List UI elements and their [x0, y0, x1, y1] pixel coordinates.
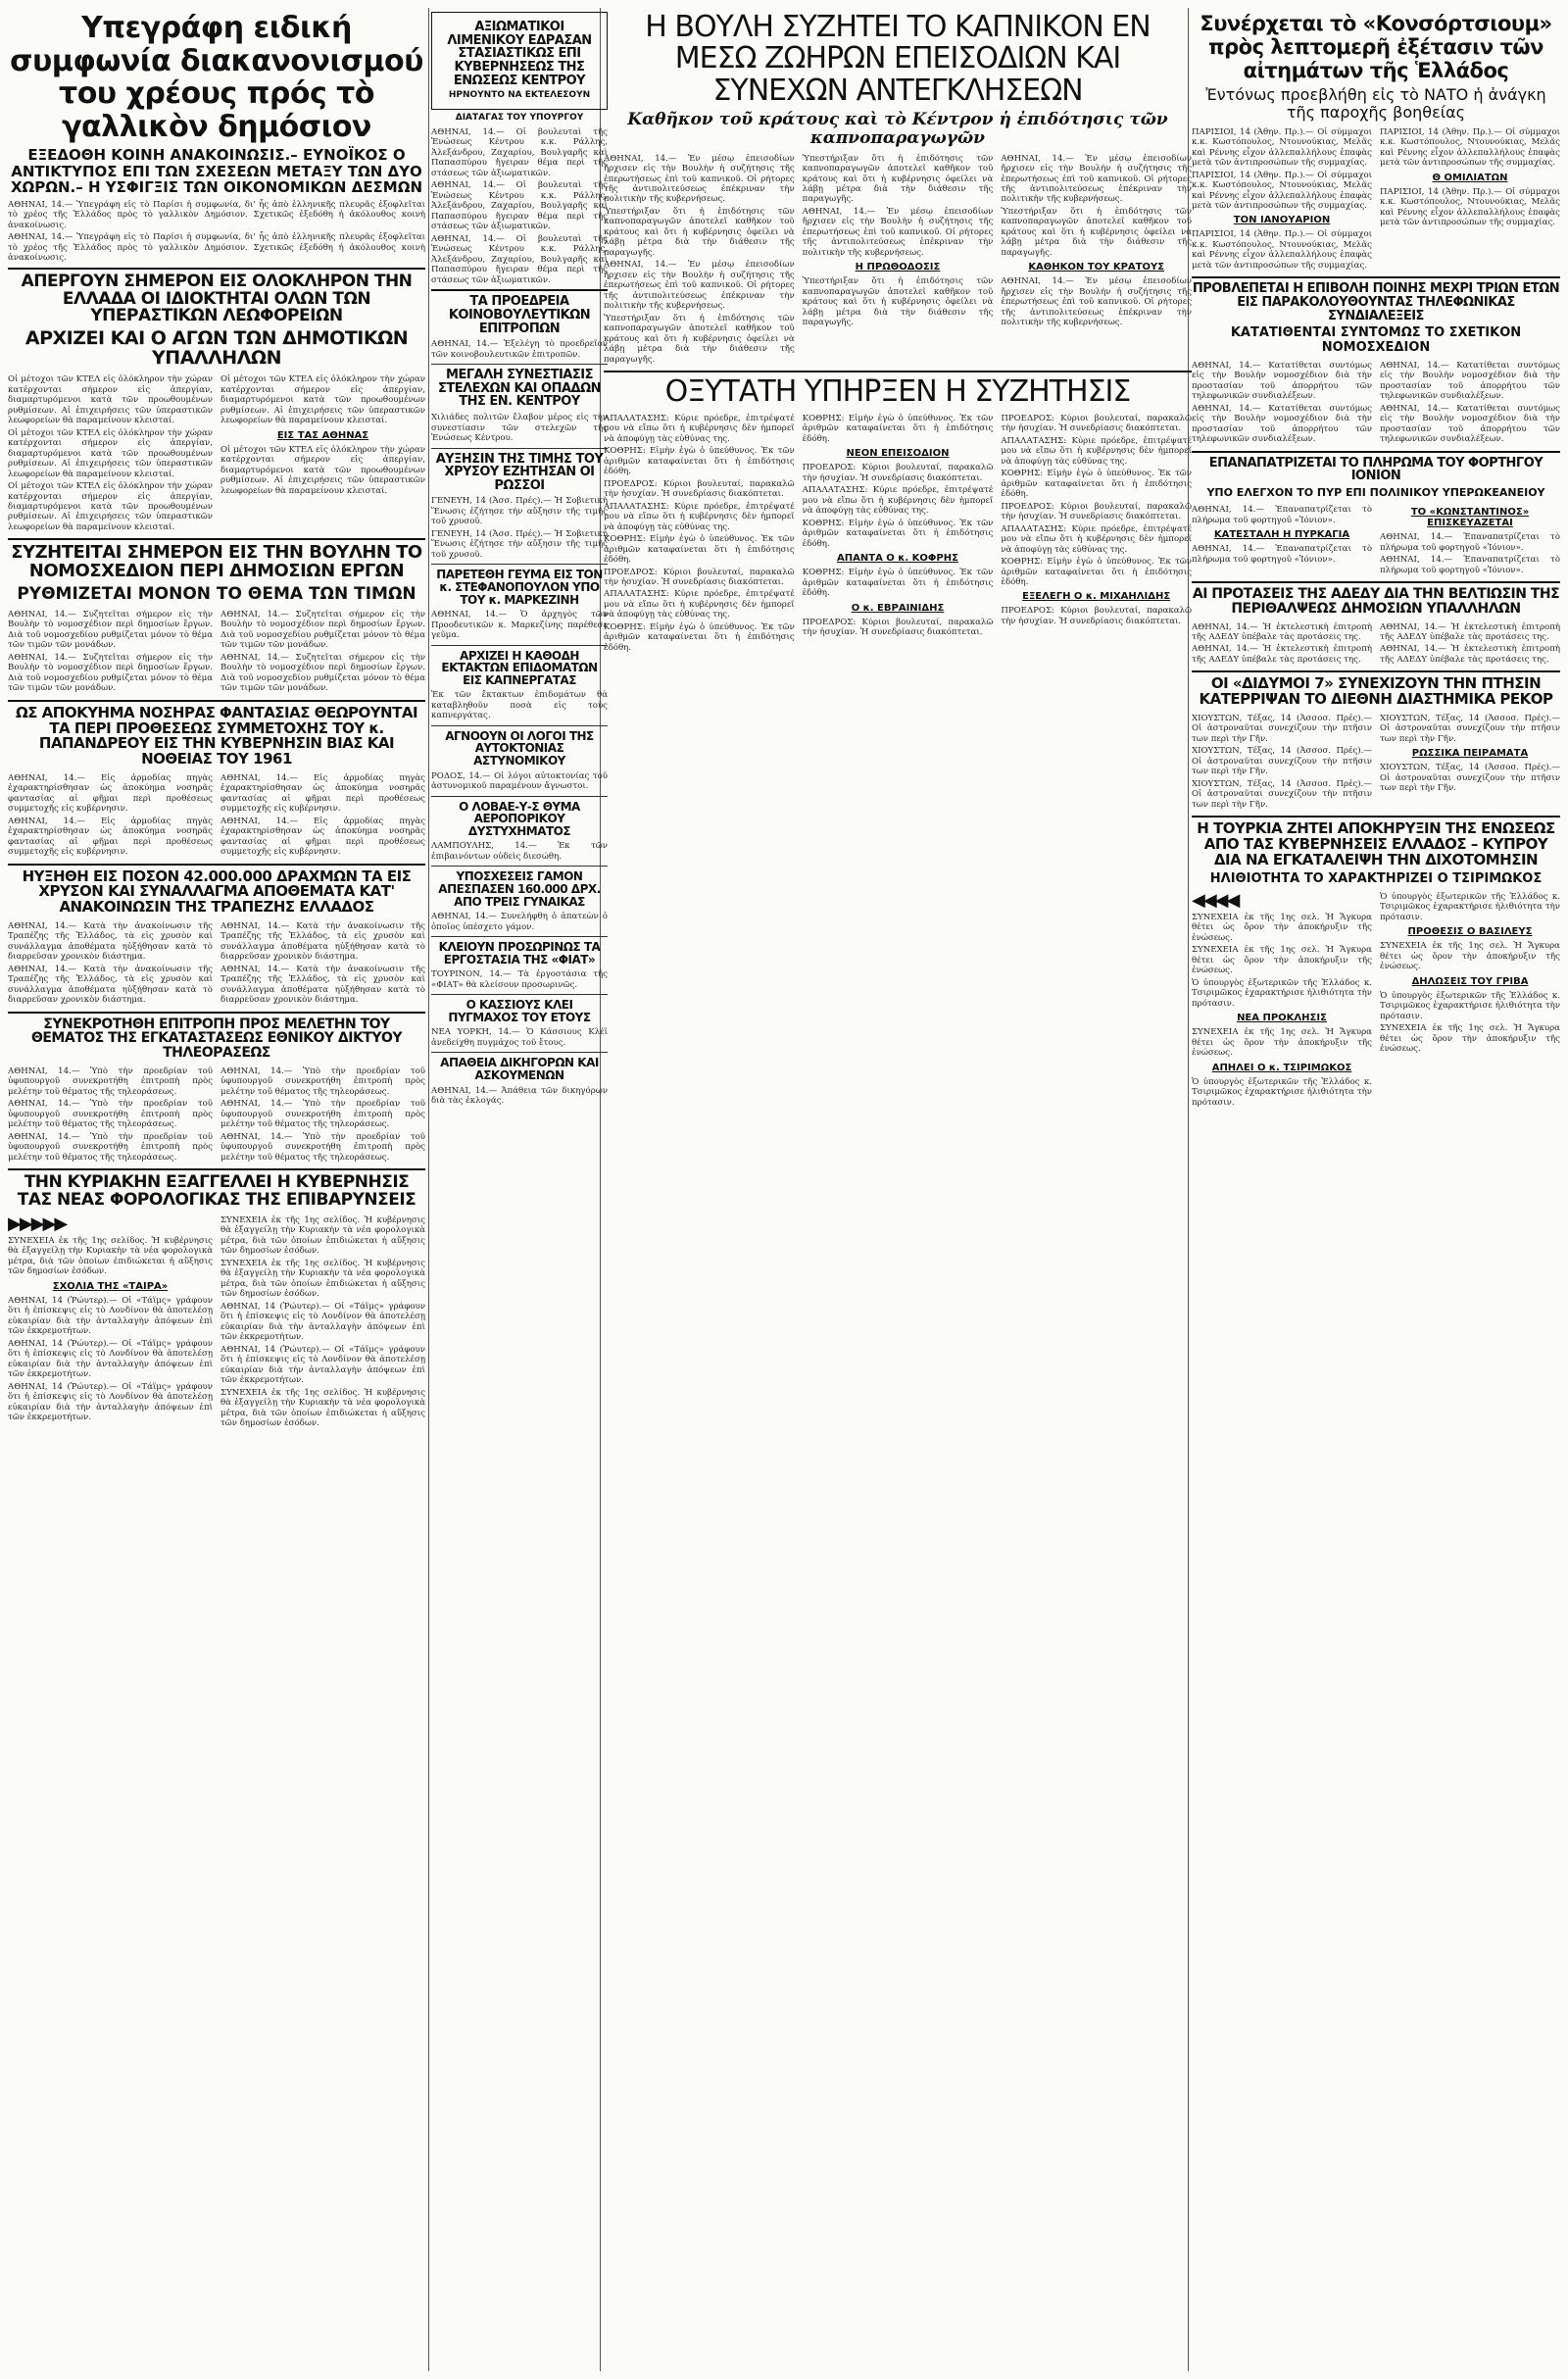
- article-body: ΠΡΟΕΔΡΟΣ: Κύριοι βουλευταί, παρακαλῶ τὴν ἡσυχίαν. Ἡ συνεδρίασις διακόπτεται.: [802, 463, 994, 483]
- article-body: ΠΑΡΙΣΙΟΙ, 14 (Ἀθην. Πρ.).— Οἱ σύμμαχοι κ.κ. Κωστόπουλος, Ντουνούκιας, Μελᾶς καὶ Ρέννης εἶχον ἀλλεπαλλήλους ἐπαφὰς μετὰ τῶν ἀντιπροσώπων τῆς συμμαχίας.: [1380, 126, 1560, 169]
- headline-papandreou: ΩΣ ΑΠΟΚΥΗΜΑ ΝΟΣΗΡΑΣ ΦΑΝΤΑΣΙΑΣ ΘΕΩΡΟΥΝΤΑΙ ΤΑ ΠΕΡΙ ΠΡΟΘΕΣΕΩΣ ΣΥΜΜΕΤΟΧΗΣ ΤΟΥ κ. ΠΑΠΑΝΔΡΕΟΥ ΕΙΣ ΤΗΝ ΚΥΒΕΡΝΗΣΙΝ ΒΙΑΣ ΚΑΙ ΝΟΘΕΙΑΣ ΤΟΥ 1961: [15, 703, 418, 768]
- headline-phone-tapping: ΠΡΟΒΛΕΠΕΤΑΙ Η ΕΠΙΒΟΛΗ ΠΟΙΝΗΣ ΜΕΧΡΙ ΤΡΙΩΝ ΕΤΩΝ ΕΙΣ ΠΑΡΑΚΟΛΟΥΘΟΥΝΤΑΣ ΤΗΛΕΦΩΝΙΚΑΣ ΣΥΝΔΙΑΛΕΞΕΙΣ: [1192, 281, 1560, 323]
- article-body: ΑΘΗΝΑΙ, 14.— Συζητεῖται σήμερον εἰς τὴν Βουλὴν τὸ νομοσχέδιον περὶ δημοσίων ἔργων. Διὰ τοῦ νομοσχεδίου ρυθμίζεται μόνον τὸ θέμα τῶν τιμῶν τῶν μονάδων.: [8, 652, 213, 694]
- article-body: ΠΡΟΕΔΡΟΣ: Κύριοι βουλευταί, παρακαλῶ τὴν ἡσυχίαν. Ἡ συνεδρίασις διακόπτεται.: [802, 617, 994, 637]
- article-body: ΑΘΗΝΑΙ, 14.— Ἀπάθεια τῶν δικηγόρων διὰ τὰς ἐκλογάς.: [431, 1085, 608, 1107]
- article-body: ΠΡΟΕΔΡΟΣ: Κύριοι βουλευταί, παρακαλῶ τὴν ἡσυχίαν. Ἡ συνεδρίασις διακόπτεται.: [1001, 606, 1192, 626]
- article-body: Ὁ ὑπουργὸς ἐξωτερικῶν τῆς Ἑλλάδος κ. Τσιριμῶκος ἐχαρακτήρισε ἡλιθιότητα τὴν πρότασιν.: [1192, 977, 1372, 1009]
- article-body: ΠΑΡΙΣΙΟΙ, 14 (Ἀθην. Πρ.).— Οἱ σύμμαχοι κ.κ. Κωστόπουλος, Ντουνούκιας, Μελᾶς καὶ Ρέννης εἶχον ἀλλεπαλλήλους ἐπαφὰς μετὰ τῶν ἀντιπροσώπων τῆς συμμαχίας.: [1192, 229, 1372, 271]
- article-body: ΑΠΑΛΑΤΑΣΗΣ: Κύριε πρόεδρε, ἐπιτρέψατέ μου νὰ εἴπω ὅτι ἡ κυβέρνησις δὲν ἠμπορεῖ νὰ ἀποφύγῃ τὰς εὐθύνας της.: [604, 589, 795, 620]
- article-body: ΑΘΗΝΑΙ, 14.— Ἡ ἐκτελεστικὴ ἐπιτροπὴ τῆς ΑΔΕΔΥ ὑπέβαλε τὰς προτάσεις της.: [1380, 644, 1560, 665]
- article-body: ΧΙΟΥΣΤΩΝ, Τέξας, 14 (Ἀσσοσ. Πρές).— Οἱ ἀστροναῦται συνεχίζουν τὴν πτῆσιν των περὶ τὴν Γῆν.: [1192, 746, 1372, 777]
- article-body: Ὑπεστήριξαν ὅτι ἡ ἐπιδότησις τῶν καπνοπαραγωγῶν ἀποτελεῖ καθῆκον τοῦ κράτους καὶ ὅτι ἡ κυβέρνησις ὀφείλει νὰ λάβῃ μέτρα διὰ τὴν διάθεσιν τῆς παραγωγῆς.: [604, 313, 795, 365]
- article-body: ΑΘΗΝΑΙ, 14.— Συζητεῖται σήμερον εἰς τὴν Βουλὴν τὸ νομοσχέδιον περὶ δημοσίων ἔργων. Διὰ τοῦ νομοσχεδίου ρυθμίζεται μόνον τὸ θέμα τῶν τιμῶν τῶν μονάδων.: [220, 652, 425, 694]
- article-body: ΝΕΑ ΥΟΡΚΗ, 14.— Ὁ Κάσσιους Κλέϊ ἀνεδείχθη πυγμάχος τοῦ ἔτους.: [431, 1027, 608, 1048]
- article-body: ΚΟΘΡΗΣ: Εἰμὴν ἐγὼ ὁ ὑπεύθυνος. Ἐκ τῶν ἀριθμῶν καταφαίνεται ὅτι ἡ ἐπιδότησις ἐδόθη.: [802, 568, 994, 599]
- headline-suicide: ΑΓΝΟΟΥΝ ΟΙ ΛΟΓΟΙ ΤΗΣ ΑΥΤΟΚΤΟΝΙΑΣ ΑΣΤΥΝΟΜΙΚΟΥ: [445, 728, 594, 768]
- article-body: ΚΟΘΡΗΣ: Εἰμὴν ἐγὼ ὁ ὑπεύθυνος. Ἐκ τῶν ἀριθμῶν καταφαίνεται ὅτι ἡ ἐπιδότησις ἐδόθη.: [1001, 469, 1192, 500]
- headline-committees: ΤΑ ΠΡΟΕΔΡΕΙΑ ΚΟΙΝΟΒΟΥΛΕΥΤΙΚΩΝ ΕΠΙΤΡΟΠΩΝ: [448, 294, 591, 336]
- section-subhead: ΤΟ «ΚΩΝΣΤΑΝΤΙΝΟΣ» ΕΠΙΣΚΕΥΑΖΕΤΑΙ: [1410, 507, 1530, 529]
- article-body: ΚΟΘΡΗΣ: Εἰμὴν ἐγὼ ὁ ὑπεύθυνος. Ἐκ τῶν ἀριθμῶν καταφαίνεται ὅτι ἡ ἐπιδότησις ἐδόθη.: [802, 413, 994, 444]
- article-body: Ὁ ὑπουργὸς ἐξωτερικῶν τῆς Ἑλλάδος κ. Τσιριμῶκος ἐχαρακτήρισε ἡλιθιότητα τὴν πρότασιν.: [1380, 891, 1560, 922]
- article-body: ΑΘΗΝΑΙ, 14.— Ἡ ἐκτελεστικὴ ἐπιτροπὴ τῆς ΑΔΕΔΥ ὑπέβαλε τὰς προτάσεις της.: [1380, 621, 1560, 642]
- article-body: ΑΘΗΝΑΙ, 14.— Ὑπὸ τὴν προεδρίαν τοῦ ὑφυπουργοῦ συνεκροτήθη ἐπιτροπὴ πρὸς μελέτην τοῦ θέματος τῆς τηλεοράσεως.: [8, 1131, 213, 1163]
- article-body: ΑΘΗΝΑΙ, 14.— Ὑπὸ τὴν προεδρίαν τοῦ ὑφυπουργοῦ συνεκροτήθη ἐπιτροπὴ πρὸς μελέτην τοῦ θέματος τῆς τηλεοράσεως.: [220, 1131, 425, 1163]
- divider: [1192, 451, 1560, 453]
- article-body: Οἱ μέτοχοι τῶν ΚΤΕΛ εἰς ὁλόκληρον τὴν χώραν κατέρχονται σήμερον εἰς ἀπεργίαν, διαμαρτυρόμενοι κατὰ τῶν προωθουμένων ρυθμίσεων. Αἱ ἐπιχειρήσεις τῶν ὑπεραστικῶν λεωφορείων θὰ παραμείνουν κλεισταί.: [8, 427, 213, 479]
- article-body: Ὁ ὑπουργὸς ἐξωτερικῶν τῆς Ἑλλάδος κ. Τσιριμῶκος ἐχαρακτήρισε ἡλιθιότητα τὴν πρότασιν.: [1380, 990, 1560, 1021]
- section-subhead: ΑΠΑΝΤΑ Ο κ. ΚΟΦΡΗΣ: [837, 553, 958, 565]
- article-body: ΠΑΡΙΣΙΟΙ, 14 (Ἀθην. Πρ.).— Οἱ σύμμαχοι κ.κ. Κωστόπουλος, Ντουνούκιας, Μελᾶς καὶ Ρέννης εἶχον ἀλλεπαλλήλους ἐπαφὰς μετὰ τῶν ἀντιπροσώπων τῆς συμμαχίας.: [1192, 170, 1372, 211]
- divider: [8, 864, 425, 866]
- arrows-ornament: ◀◀◀◀: [1192, 889, 1239, 911]
- article-body: ΑΘΗΝΑΙ, 14.— Ἐν μέσῳ ἐπεισοδίων ἤρχισεν εἰς τὴν Βουλὴν ἡ συζήτησις τῆς ἐπερωτήσεως ἐπὶ τοῦ καπνικοῦ. Οἱ ρήτορες τῆς ἀντιπολιτεύσεως ἐπέκριναν τὴν πολιτικὴν τῆς κυβερνήσεως.: [1001, 153, 1192, 205]
- subhead-tobacco: Καθῆκον τοῦ κράτους καὶ τὸ Κέντρον ἡ ἐπιδότησις τῶν καπνοπαραγωγῶν: [627, 110, 1168, 148]
- article-body: ΑΘΗΝΑΙ, 14.— Ὑπεγράφη εἰς τὸ Παρίσι ἡ συμφωνία, δι' ἧς ἀπὸ ἑλληνικῆς πλευρᾶς ἐξοφλεῖται τὸ χρέος τῆς Ἑλλάδος πρὸς τὸ γαλλικὸν Δημόσιον. Σχετικῶς ἐξεδόθη ἡ ἀκόλουθος κοινὴ ἀνακοίνωσις.: [8, 232, 425, 264]
- headline-turkey-cyprus: Η ΤΟΥΡΚΙΑ ΖΗΤΕΙ ΑΠΟΚΗΡΥΞΙΝ ΤΗΣ ΕΝΩΣΕΩΣ ΑΠΟ ΤΑΣ ΚΥΒΕΡΝΗΣΕΙΣ ΕΛΛΑΔΟΣ – ΚΥΠΡΟΥ ΔΙΑ ΝΑ ΕΓΚΑΤΑΛΕΙΨΗ ΤΗΝ ΔΙΧΟΤΟΜΗΣΙΝ: [1197, 819, 1555, 868]
- article-body: ΠΡΟΕΔΡΟΣ: Κύριοι βουλευταί, παρακαλῶ τὴν ἡσυχίαν. Ἡ συνεδρίασις διακόπτεται.: [1001, 413, 1192, 434]
- headline-gold-reserves: ΗΥΞΗΘΗ ΕΙΣ ΠΟΣΟΝ 42.000.000 ΔΡΑΧΜΩΝ ΤΑ ΕΙΣ ΧΡΥΣΟΝ ΚΑΙ ΣΥΝΑΛΛΑΓΜΑ ΑΠΟΘΕΜΑΤΑ ΚΑΤ' ΑΝΑΚΟΙΝΩΣΙΝ ΤΗΣ ΤΡΑΠΕΖΗΣ ΕΛΛΑΔΟΣ: [22, 867, 412, 917]
- headline-gold-price: ΑΥΞΗΣΙΝ ΤΗΣ ΤΙΜΗΣ ΤΟΥ ΧΡΥΣΟΥ ΕΖΗΤΗΣΑΝ ΟΙ ΡΩΣΣΟΙ: [435, 451, 604, 493]
- article-body: ΑΠΑΛΑΤΑΣΗΣ: Κύριε πρόεδρε, ἐπιτρέψατέ μου νὰ εἴπω ὅτι ἡ κυβέρνησις δὲν ἠμπορεῖ νὰ ἀποφύγῃ τὰς εὐθύνας της.: [1001, 523, 1192, 555]
- article-body: ΑΘΗΝΑΙ, 14.— Ἐπαναπατρίζεται τὸ πλήρωμα τοῦ φορτηγοῦ «Ἰόνιον».: [1192, 544, 1372, 565]
- article-body: ΑΘΗΝΑΙ, 14.— Κατὰ τὴν ἀνακοίνωσιν τῆς Τραπέζης τῆς Ἑλλάδος, τὰ εἰς χρυσὸν καὶ συνάλλαγμα ἀποθέματα ηὐξήθησαν κατὰ τὸ διαρρεῦσαν χρονικὸν διάστημα.: [8, 964, 213, 1006]
- column-3: [604, 8, 1192, 655]
- article-body: Ὑπεστήριξαν ὅτι ἡ ἐπιδότησις τῶν καπνοπαραγωγῶν ἀποτελεῖ καθῆκον τοῦ κράτους καὶ ὅτι ἡ κυβέρνησις ὀφείλει νὰ λάβῃ μέτρα διὰ τὴν διάθεσιν τῆς παραγωγῆς.: [1001, 206, 1192, 258]
- divider: [431, 364, 608, 365]
- article-body: ΑΘΗΝΑΙ, 14.— Κατατίθεται συντόμως εἰς τὴν Βουλὴν νομοσχέδιον διὰ τὴν προστασίαν τοῦ ἀπορρήτου τῶν τηλεφωνικῶν συνδιαλέξεων.: [1380, 403, 1560, 445]
- article-body: ΠΑΡΙΣΙΟΙ, 14 (Ἀθην. Πρ.).— Οἱ σύμμαχοι κ.κ. Κωστόπουλος, Ντουνούκιας, Μελᾶς καὶ Ρέννης εἶχον ἀλλεπαλλήλους ἐπαφὰς μετὰ τῶν ἀντιπροσώπων τῆς συμμαχίας.: [1192, 126, 1372, 169]
- section-subhead: ΔΗΛΩΣΕΙΣ ΤΟΥ ΓΡΙΒΑ: [1411, 975, 1529, 987]
- headline-municipal-employees: ΑΡΧΙΖΕΙ ΚΑΙ Ο ΑΓΩΝ ΤΩΝ ΔΗΜΟΤΙΚΩΝ ΥΠΑΛΛΗΛΩΝ: [24, 327, 409, 370]
- divider: [8, 1012, 425, 1014]
- article-body: ΑΘΗΝΑΙ, 14.— Ὑπὸ τὴν προεδρίαν τοῦ ὑφυπουργοῦ συνεκροτήθη ἐπιτροπὴ πρὸς μελέτην τοῦ θέματος τῆς τηλεοράσεως.: [220, 1099, 425, 1130]
- headline-gemini-7: ΟΙ «ΔΙΔΥΜΟΙ 7» ΣΥΝΕΧΙΖΟΥΝ ΤΗΝ ΠΤΗΣΙΝ ΚΑΤΕΡΡΙΨΑΝ ΤΟ ΔΙΕΘΝΗ ΔΙΑΣΤΗΜΙΚΑ ΡΕΚΟΡ: [1199, 674, 1553, 709]
- article-body: Ἐκ τῶν ἔκτακτων ἐπιδομάτων θὰ καταβληθοῦν ποσὰ εἰς τοὺς καπνεργάτας.: [431, 690, 608, 721]
- divider: [1192, 670, 1560, 672]
- headline-boxer: Ο ΚΑΣΣΙΟΥΣ ΚΛΕΙ ΠΥΓΜΑΧΟΣ ΤΟΥ ΕΤΟΥΣ: [448, 998, 591, 1024]
- article-body: Οἱ μέτοχοι τῶν ΚΤΕΛ εἰς ὁλόκληρον τὴν χώραν κατέρχονται σήμερον εἰς ἀπεργίαν, διαμαρτυρόμενοι κατὰ τῶν προωθουμένων ρυθμίσεων. Αἱ ἐπιχειρήσεις τῶν ὑπεραστικῶν λεωφορείων θὰ παραμείνουν κλεισταί.: [220, 444, 425, 496]
- section-subhead: ΚΑΤΕΣΤΑΛΗ Η ΠΥΡΚΑΓΙΑ: [1213, 529, 1350, 541]
- divider: [8, 268, 425, 270]
- divider: [431, 796, 608, 797]
- section-subhead: ΡΩΣΣΙΚΑ ΠΕΙΡΑΜΑΤΑ: [1411, 748, 1529, 760]
- article-body: Οἱ μέτοχοι τῶν ΚΤΕΛ εἰς ὁλόκληρον τὴν χώραν κατέρχονται σήμερον εἰς ἀπεργίαν, διαμαρτυρόμενοι κατὰ τῶν προωθουμένων ρυθμίσεων. Αἱ ἐπιχειρήσεις τῶν ὑπεραστικῶν λεωφορείων θὰ παραμείνουν κλεισταί.: [8, 481, 213, 532]
- article-body: ΓΕΝΕΥΗ, 14 (Ἀσσ. Πρές).— Ἡ Σοβιετικὴ Ἕνωσις ἐζήτησε τὴν αὔξησιν τῆς τιμῆς τοῦ χρυσοῦ.: [431, 496, 608, 527]
- article-body: ΑΘΗΝΑΙ, 14.— Συζητεῖται σήμερον εἰς τὴν Βουλὴν τὸ νομοσχέδιον περὶ δημοσίων ἔργων. Διὰ τοῦ νομοσχεδίου ρυθμίζεται μόνον τὸ θέμα τῶν τιμῶν τῶν μονάδων.: [220, 609, 425, 651]
- article-body: ΣΥΝΕΧΕΙΑ ἐκ τῆς 1ης σελ. Ἡ Ἄγκυρα θέτει ὡς ὅρον τὴν ἀποκήρυξιν τῆς ἑνώσεως.: [1380, 1023, 1560, 1055]
- article-body: ΧΙΟΥΣΤΩΝ, Τέξας, 14 (Ἀσσοσ. Πρές).— Οἱ ἀστροναῦται συνεχίζουν τὴν πτῆσιν των περὶ τὴν Γῆν.: [1380, 763, 1560, 794]
- divider: [1192, 276, 1560, 278]
- article-body: Ὑπεστήριξαν ὅτι ἡ ἐπιδότησις τῶν καπνοπαραγωγῶν ἀποτελεῖ καθῆκον τοῦ κράτους καὶ ὅτι ἡ κυβέρνησις ὀφείλει νὰ λάβῃ μέτρα διὰ τὴν διάθεσιν τῆς παραγωγῆς.: [802, 276, 994, 328]
- divider: [431, 866, 608, 867]
- article-body: ΑΘΗΝΑΙ, 14.— Ὑπὸ τὴν προεδρίαν τοῦ ὑφυπουργοῦ συνεκροτήθη ἐπιτροπὴ πρὸς μελέτην τοῦ θέματος τῆς τηλεοράσεως.: [220, 1066, 425, 1097]
- article-body: ΑΘΗΝΑΙ, 14.— Εἰς ἀρμοδίας πηγὰς ἐχαρακτηρίσθησαν ὡς ἀποκύημα νοσηρᾶς φαντασίας αἱ φῆμαι περὶ προθέσεως συμμετοχῆς εἰς κυβέρνησιν.: [8, 816, 213, 858]
- article-body: ΑΘΗΝΑΙ, 14 (Ῥώυτερ).— Οἱ «Τάϊμς» γράφουν ὅτι ἡ ἐπίσκεψις εἰς τὸ Λονδίνον θὰ ἀποτελέσῃ εὐκαιρίαν διὰ τὴν ἀνταλλαγὴν ἀπόψεων ἐπὶ τῶν ἐκκρεμοτήτων.: [220, 1344, 425, 1386]
- headline-tobacco-debate: Η ΒΟΥΛΗ ΣΥΖΗΤΕΙ ΤΟ ΚΑΠΝΙΚΟΝ ΕΝ ΜΕΣΩ ΖΩΗΡΩΝ ΕΠΕΙΣΟΔΙΩΝ ΚΑΙ ΣΥΝΕΧΩΝ ΑΝΤΕΓΚΛΗΣΕΩΝ: [645, 10, 1151, 108]
- divider: [1192, 581, 1560, 583]
- section-subhead: ΝΕΟΝ ΕΠΕΙΣΟΔΙΟΝ: [846, 448, 950, 460]
- article-body: ΑΘΗΝΑΙ, 14.— Ἐξελέγη τὸ προεδρεῖον τῶν κοινοβουλευτικῶν ἐπιτροπῶν.: [431, 339, 608, 360]
- article-body: ΑΘΗΝΑΙ, 14.— Ἐπαναπατρίζεται τὸ πλήρωμα τοῦ φορτηγοῦ «Ἰόνιον».: [1380, 532, 1560, 553]
- article-body: ΑΘΗΝΑΙ, 14 (Ῥώυτερ).— Οἱ «Τάϊμς» γράφουν ὅτι ἡ ἐπίσκεψις εἰς τὸ Λονδίνον θὰ ἀποτελέσῃ εὐκαιρίαν διὰ τὴν ἀνταλλαγὴν ἀπόψεων ἐπὶ τῶν ἐκκρεμοτήτων.: [220, 1301, 425, 1343]
- headline-public-works-bill: ΣΥΖΗΤΕΙΤΑΙ ΣΗΜΕΡΟΝ ΕΙΣ ΤΗΝ ΒΟΥΛΗΝ ΤΟ ΝΟΜΟΣΧΕΔΙΟΝ ΠΕΡΙ ΔΗΜΟΣΙΩΝ ΕΡΓΩΝ: [11, 542, 422, 582]
- article-body: ΚΟΘΡΗΣ: Εἰμὴν ἐγὼ ὁ ὑπεύθυνος. Ἐκ τῶν ἀριθμῶν καταφαίνεται ὅτι ἡ ἐπιδότησις ἐδόθη.: [1001, 557, 1192, 587]
- subhead-fire: ΥΠΟ ΕΛΕΓΧΟΝ ΤΟ ΠΥΡ ΕΠΙ ΠΟΛΙΝΙΚΟΥ ΥΠΕΡΩΚΕΑΝΕΙΟΥ: [1206, 486, 1545, 500]
- article-body: ΑΘΗΝΑΙ, 14.— Ὑπὸ τὴν προεδρίαν τοῦ ὑφυπουργοῦ συνεκροτήθη ἐπιτροπὴ πρὸς μελέτην τοῦ θέματος τῆς τηλεοράσεως.: [8, 1099, 213, 1130]
- article-body: ΣΥΝΕΧΕΙΑ ἐκ τῆς 1ης σελίδος. Ἡ κυβέρνησις θὰ ἐξαγγείλῃ τὴν Κυριακὴν τὰ νέα φορολογικὰ μέτρα, διὰ τῶν ὁποίων ἐπιδιώκεται ἡ αὔξησις τῶν δημοσίων ἐσόδων.: [220, 1258, 425, 1300]
- headline-television: ΣΥΝΕΚΡΟΤΗΘΗ ΕΠΙΤΡΟΠΗ ΠΡΟΣ ΜΕΛΕΤΗΝ ΤΟΥ ΘΕΜΑΤΟΣ ΤΗΣ ΕΓΚΑΤΑΣΤΑΣΕΩΣ ΕΘΝΙΚΟΥ ΔΙΚΤΥΟΥ ΤΗΛΕΟΡΑΣΕΩΣ: [30, 1016, 403, 1062]
- article-body: Ὑπεστήριξαν ὅτι ἡ ἐπιδότησις τῶν καπνοπαραγωγῶν ἀποτελεῖ καθῆκον τοῦ κράτους καὶ ὅτι ἡ κυβέρνησις ὀφείλει νὰ λάβῃ μέτρα διὰ τὴν διάθεσιν τῆς παραγωγῆς.: [604, 206, 795, 258]
- headline-lawyers: ΑΠΑΘΕΙΑ ΔΙΚΗΓΟΡΩΝ ΚΑΙ ΑΣΚΟΥΜΕΝΩΝ: [440, 1056, 599, 1082]
- article-body: ΑΘΗΝΑΙ, 14.— Κατὰ τὴν ἀνακοίνωσιν τῆς Τραπέζης τῆς Ἑλλάδος, τὰ εἰς χρυσὸν καὶ συνάλλαγμα ἀποθέματα ηὐξήθησαν κατὰ τὸ διαρρεῦσαν χρονικὸν διάστημα.: [220, 964, 425, 1006]
- article-body: Ὁ ὑπουργὸς ἐξωτερικῶν τῆς Ἑλλάδος κ. Τσιριμῶκος ἐχαρακτήρισε ἡλιθιότητα τὴν πρότασιν.: [1192, 1076, 1372, 1108]
- divider: [431, 1052, 608, 1053]
- article-body: ΑΘΗΝΑΙ, 14.— Ἐπαναπατρίζεται τὸ πλήρωμα τοῦ φορτηγοῦ «Ἰόνιον».: [1380, 555, 1560, 575]
- subhead: ΗΡΝΟΥΝΤΟ ΝΑ ΕΚΤΕΛΕΣΟΥΝ: [448, 90, 591, 101]
- article-body: ΠΡΟΕΔΡΟΣ: Κύριοι βουλευταί, παρακαλῶ τὴν ἡσυχίαν. Ἡ συνεδρίασις διακόπτεται.: [1001, 501, 1192, 522]
- article-body: ΠΡΟΕΔΡΟΣ: Κύριοι βουλευταί, παρακαλῶ τὴν ἡσυχίαν. Ἡ συνεδρίασις διακόπτεται.: [604, 478, 795, 500]
- headline-ionion-crew: ΕΠΑΝΑΠΑΤΡΙΖΕΤΑΙ ΤΟ ΠΛΗΡΩΜΑ ΤΟΥ ΦΟΡΤΗΓΟΥ ΙΟΝΙΟΝ: [1208, 455, 1544, 484]
- article-body: ΑΘΗΝΑΙ, 14.— Ἐν μέσῳ ἐπεισοδίων ἤρχισεν εἰς τὴν Βουλὴν ἡ συζήτησις τῆς ἐπερωτήσεως ἐπὶ τοῦ καπνικοῦ. Οἱ ρήτορες τῆς ἀντιπολιτεύσεως ἐπέκριναν τὴν πολιτικὴν τῆς κυβερνήσεως.: [802, 206, 994, 258]
- column-4: [1192, 8, 1560, 1110]
- article-body: ΠΑΡΙΣΙΟΙ, 14 (Ἀθην. Πρ.).— Οἱ σύμμαχοι κ.κ. Κωστόπουλος, Ντουνούκιας, Μελᾶς καὶ Ρέννης εἶχον ἀλλεπαλλήλους ἐπαφὰς μετὰ τῶν ἀντιπροσώπων τῆς συμμαχίας.: [1380, 186, 1560, 227]
- divider: [431, 564, 608, 565]
- article-body: ΣΥΝΕΧΕΙΑ ἐκ τῆς 1ης σελίδος. Ἡ κυβέρνησις θὰ ἐξαγγείλῃ τὴν Κυριακὴν τὰ νέα φορολογικὰ μέτρα, διὰ τῶν ὁποίων ἐπιδιώκεται ἡ αὔξησις τῶν δημοσίων ἐσόδων.: [220, 1387, 425, 1429]
- headline-tax-measures: ΤΗΝ ΚΥΡΙΑΚΗΝ ΕΞΑΓΓΕΛΛΕΙ Η ΚΥΒΕΡΝΗΣΙΣ ΤΑΣ ΝΕΑΣ ΦΟΡΟΛΟΓΙΚΑΣ ΤΗΣ ΕΠΙΒΑΡΥΝΣΕΙΣ: [17, 1172, 416, 1211]
- article-body: ΚΟΘΡΗΣ: Εἰμὴν ἐγὼ ὁ ὑπεύθυνος. Ἐκ τῶν ἀριθμῶν καταφαίνεται ὅτι ἡ ἐπιδότησις ἐδόθη.: [604, 446, 795, 477]
- section-subhead: ΑΠΗΛΕΙ Ο κ. ΤΣΙΡΙΜΩΚΟΣ: [1211, 1062, 1352, 1073]
- article-body: ΑΘΗΝΑΙ, 14.— Ὑπεγράφη εἰς τὸ Παρίσι ἡ συμφωνία, δι' ἧς ἀπὸ ἑλληνικῆς πλευρᾶς ἐξοφλεῖται τὸ χρέος τῆς Ἑλλάδος πρὸς τὸ γαλλικὸν Δημόσιον. Σχετικῶς ἐξεδόθη ἡ ἀκόλουθος κοινὴ ἀνακοίνωσις.: [8, 199, 425, 230]
- headline-box: [431, 12, 608, 110]
- section-subhead: ΤΟΝ ΙΑΝΟΥΑΡΙΟΝ: [1233, 215, 1331, 226]
- article-body: ΣΥΝΕΧΕΙΑ ἐκ τῆς 1ης σελίδος. Ἡ κυβέρνησις θὰ ἐξαγγείλῃ τὴν Κυριακὴν τὰ νέα φορολογικὰ μέτρα, διὰ τῶν ὁποίων ἐπιδιώκεται ἡ αὔξησις τῶν δημοσίων ἐσόδων.: [220, 1214, 425, 1257]
- headline-dinner: ΜΕΓΑΛΗ ΣΥΝΕΣΤΙΑΣΙΣ ΣΤΕΛΕΧΩΝ ΚΑΙ ΟΠΑΔΩΝ ΤΗΣ ΕΝ. ΚΕΝΤΡΟΥ: [437, 368, 602, 410]
- article-body: ΑΘΗΝΑΙ, 14.— Εἰς ἀρμοδίας πηγὰς ἐχαρακτηρίσθησαν ὡς ἀποκύημα νοσηρᾶς φαντασίας αἱ φῆμαι περὶ προθέσεως συμμετοχῆς εἰς κυβέρνησιν.: [220, 816, 425, 858]
- arrows-ornament: ▶▶▶▶▶: [8, 1213, 67, 1234]
- divider: [604, 371, 1192, 372]
- article-body: ΑΠΑΛΑΤΑΣΗΣ: Κύριε πρόεδρε, ἐπιτρέψατέ μου νὰ εἴπω ὅτι ἡ κυβέρνησις δὲν ἠμπορεῖ νὰ ἀποφύγῃ τὰς εὐθύνας της.: [604, 413, 795, 444]
- subhead-prices: ΡΥΘΜΙΖΕΤΑΙ ΜΟΝΟΝ ΤΟ ΘΕΜΑ ΤΩΝ ΤΙΜΩΝ: [17, 584, 416, 605]
- headline-allowances: ΑΡΧΙΖΕΙ Η ΚΑΘΟΔΗ ΕΚΤΑΚΤΩΝ ΕΠΙΔΟΜΑΤΩΝ ΕΙΣ ΚΑΠΝΕΡΓΑΤΑΣ: [441, 648, 598, 687]
- article-body: Χιλιάδες πολιτῶν ἔλαβον μέρος εἰς τὴν συνεστίασιν τῶν στελεχῶν τῆς Ἐνώσεως Κέντρου.: [431, 413, 608, 444]
- section-subhead: Ο κ. ΕΒΡΑΙΝΙΔΗΣ: [851, 602, 945, 614]
- article-body: ΑΘΗΝΑΙ, 14.— Οἱ βουλευταὶ τῆς Ἐνώσεως Κέντρου κ.κ. Ράλλης, Ἀλεξάνδρου, Ζαχαρίου, Βουλγαρῆς καὶ Παπασπύρου ἤγειραν θέμα περὶ τῆς στάσεως τῶν ἀξιωματικῶν.: [431, 180, 608, 232]
- article-body: ΑΘΗΝΑΙ, 14.— Ἐν μέσῳ ἐπεισοδίων ἤρχισεν εἰς τὴν Βουλὴν ἡ συζήτησις τῆς ἐπερωτήσεως ἐπὶ τοῦ καπνικοῦ. Οἱ ρήτορες τῆς ἀντιπολιτεύσεως ἐπέκριναν τὴν πολιτικὴν τῆς κυβερνήσεως.: [604, 153, 795, 205]
- divider: [431, 448, 608, 449]
- headline-bus-strike: ΑΠΕΡΓΟΥΝ ΣΗΜΕΡΟΝ ΕΙΣ ΟΛΟΚΛΗΡΟΝ ΤΗΝ ΕΛΛΑΔΑ ΟΙ ΙΔΙΟΚΤΗΤΑΙ ΟΛΩΝ ΤΩΝ ΥΠΕΡΑΣΤΙΚΩΝ ΛΕΩΦΟΡΕΙΩΝ: [21, 271, 413, 326]
- subhead: ΔΙΑΤΑΓΑΣ ΤΟΥ ΥΠΟΥΡΓΟΥ: [455, 113, 584, 124]
- article-body: ΑΘΗΝΑΙ, 14 (Ῥώυτερ).— Οἱ «Τάϊμς» γράφουν ὅτι ἡ ἐπίσκεψις εἰς τὸ Λονδίνον θὰ ἀποτελέσῃ εὐκαιρίαν διὰ τὴν ἀνταλλαγὴν ἀπόψεων ἐπὶ τῶν ἐκκρεμοτήτων.: [8, 1381, 213, 1423]
- article-body: ΑΘΗΝΑΙ, 14.— Οἱ βουλευταὶ τῆς Ἐνώσεως Κέντρου κ.κ. Ράλλης, Ἀλεξάνδρου, Ζαχαρίου, Βουλγαρῆς καὶ Παπασπύρου ἤγειραν θέμα περὶ τῆς στάσεως τῶν ἀξιωματικῶν.: [431, 126, 608, 178]
- article-body: ΣΥΝΕΧΕΙΑ ἐκ τῆς 1ης σελ. Ἡ Ἄγκυρα θέτει ὡς ὅρον τὴν ἀποκήρυξιν τῆς ἑνώσεως.: [1380, 941, 1560, 972]
- article-body: ΛΑΜΠΟΥΛΗΣ, 14.— Ἐκ τῶν ἐπιβαινόντων οὐδεὶς διεσώθη.: [431, 841, 608, 862]
- headline-adedy: ΑΙ ΠΡΟΤΑΣΕΙΣ ΤΗΣ ΑΔΕΔΥ ΔΙΑ ΤΗΝ ΒΕΛΤΙΩΣΙΝ ΤΗΣ ΠΕΡΙΘΑΛΨΕΩΣ ΔΗΜΟΣΙΩΝ ΥΠΑΛΛΗΛΩΝ: [1192, 586, 1560, 617]
- article-body: ΑΘΗΝΑΙ, 14.— Οἱ βουλευταὶ τῆς Ἐνώσεως Κέντρου κ.κ. Ράλλης, Ἀλεξάνδρου, Ζαχαρίου, Βουλγαρῆς καὶ Παπασπύρου ἤγειραν θέμα περὶ τῆς στάσεως τῶν ἀξιωματικῶν.: [431, 233, 608, 285]
- article-body: ΑΘΗΝΑΙ, 14.— Κατατίθεται συντόμως εἰς τὴν Βουλὴν νομοσχέδιον διὰ τὴν προστασίαν τοῦ ἀπορρήτου τῶν τηλεφωνικῶν συνδιαλέξεων.: [1192, 403, 1372, 445]
- divider: [8, 700, 425, 702]
- article-body: ΡΟΔΟΣ, 14.— Οἱ λόγοι αὐτοκτονίας τοῦ ἀστυνομικοῦ παραμένουν ἄγνωστοι.: [431, 770, 608, 792]
- headline-lunch: ΠΑΡΕΤΕΘΗ ΓΕΥΜΑ ΕΙΣ ΤΟΝ κ. ΣΤΕΦΑΝΟΠΟΥΛΟΝ ΥΠΟ ΤΟΥ κ. ΜΑΡΚΕΖΙΝΗ: [436, 568, 603, 607]
- article-body: ΤΟΥΡΙΝΟΝ, 14.— Τὰ ἐργοστάσια τῆς «ΦΙΑΤ» θὰ κλείσουν προσωρινῶς.: [431, 969, 608, 990]
- article-body: ΣΥΝΕΧΕΙΑ ἐκ τῆς 1ης σελίδος. Ἡ κυβέρνησις θὰ ἐξαγγείλῃ τὴν Κυριακὴν τὰ νέα φορολογικὰ μέτρα, διὰ τῶν ὁποίων ἐπιδιώκεται ἡ αὔξησις τῶν δημοσίων ἐσόδων.: [8, 1235, 213, 1277]
- subhead-tsirimokos: ΗΛΙΘΙΟΤΗΤΑ ΤΟ ΧΑΡΑΚΤΗΡΙΖΕΙ Ο ΤΣΙΡΙΜΩΚΟΣ: [1209, 870, 1543, 886]
- article-body: ΑΠΑΛΑΤΑΣΗΣ: Κύριε πρόεδρε, ἐπιτρέψατέ μου νὰ εἴπω ὅτι ἡ κυβέρνησις δὲν ἠμπορεῖ νὰ ἀποφύγῃ τὰς εὐθύνας της.: [604, 501, 795, 532]
- divider: [431, 994, 608, 995]
- article-body: Οἱ μέτοχοι τῶν ΚΤΕΛ εἰς ὁλόκληρον τὴν χώραν κατέρχονται σήμερον εἰς ἀπεργίαν, διαμαρτυρόμενοι κατὰ τῶν προωθουμένων ρυθμίσεων. Αἱ ἐπιχειρήσεις τῶν ὑπεραστικῶν λεωφορείων θὰ παραμείνουν κλεισταί.: [220, 374, 425, 426]
- article-body: ΣΥΝΕΧΕΙΑ ἐκ τῆς 1ης σελ. Ἡ Ἄγκυρα θέτει ὡς ὅρον τὴν ἀποκήρυξιν τῆς ἑνώσεως.: [1192, 912, 1372, 943]
- article-body: ΑΘΗΝΑΙ, 14 (Ῥώυτερ).— Οἱ «Τάϊμς» γράφουν ὅτι ἡ ἐπίσκεψις εἰς τὸ Λονδίνον θὰ ἀποτελέσῃ εὐκαιρίαν διὰ τὴν ἀνταλλαγὴν ἀπόψεων ἐπὶ τῶν ἐκκρεμοτήτων.: [8, 1295, 213, 1337]
- article-body: ΑΘΗΝΑΙ, 14.— Ἐν μέσῳ ἐπεισοδίων ἤρχισεν εἰς τὴν Βουλὴν ἡ συζήτησις τῆς ἐπερωτήσεως ἐπὶ τοῦ καπνικοῦ. Οἱ ρήτορες τῆς ἀντιπολιτεύσεως ἐπέκριναν τὴν πολιτικὴν τῆς κυβερνήσεως.: [1001, 276, 1192, 328]
- article-body: ΚΟΘΡΗΣ: Εἰμὴν ἐγὼ ὁ ὑπεύθυνος. Ἐκ τῶν ἀριθμῶν καταφαίνεται ὅτι ἡ ἐπιδότησις ἐδόθη.: [604, 621, 795, 653]
- article-body: ΑΘΗΝΑΙ, 14.— Κατατίθεται συντόμως εἰς τὴν Βουλὴν νομοσχέδιον διὰ τὴν προστασίαν τοῦ ἀπορρήτου τῶν τηλεφωνικῶν συνδιαλέξεων.: [1192, 360, 1372, 402]
- subhead-bill: ΚΑΤΑΤΙΘΕΝΤΑΙ ΣΥΝΤΟΜΩΣ ΤΟ ΣΧΕΤΙΚΟΝ ΝΟΜΟΣΧΕΔΙΟΝ: [1230, 325, 1522, 355]
- article-body: ΧΙΟΥΣΤΩΝ, Τέξας, 14 (Ἀσσοσ. Πρές).— Οἱ ἀστροναῦται συνεχίζουν τὴν πτῆσιν των περὶ τὴν Γῆν.: [1192, 778, 1372, 810]
- divider: [431, 645, 608, 646]
- section-subhead: ΣΧΟΛΙΑ ΤΗΣ «ΤΑΙΡΑ»: [52, 1280, 169, 1292]
- article-body: ΑΘΗΝΑΙ, 14.— Κατὰ τὴν ἀνακοίνωσιν τῆς Τραπέζης τῆς Ἑλλάδος, τὰ εἰς χρυσὸν καὶ συνάλλαγμα ἀποθέματα ηὐξήθησαν κατὰ τὸ διαρρεῦσαν χρονικὸν διάστημα.: [220, 920, 425, 963]
- divider: [1192, 816, 1560, 818]
- divider: [431, 725, 608, 726]
- divider: [8, 538, 425, 540]
- subhead-joint-statement: ΕΞΕΔΟΘΗ ΚΟΙΝΗ ΑΝΑΚΟΙΝΩΣΙΣ.– ΕΥΝΟΪΚΟΣ Ο ΑΝΤΙΚΤΥΠΟΣ ΕΠΙ ΤΩΝ ΣΧΕΣΕΩΝ ΜΕΤΑΞΥ ΤΩΝ ΔΥΟ ΧΩΡΩΝ.– Η ΥΣΦΙΓΞΙΣ ΤΩΝ ΟΙΚΟΝΟΜΙΚΩΝ ΔΕΣΜΩΝ: [10, 146, 423, 197]
- article-body: ΑΘΗΝΑΙ, 14.— Ἐν μέσῳ ἐπεισοδίων ἤρχισεν εἰς τὴν Βουλὴν ἡ συζήτησις τῆς ἐπερωτήσεως ἐπὶ τοῦ καπνικοῦ. Οἱ ρήτορες τῆς ἀντιπολιτεύσεως ἐπέκριναν τὴν πολιτικὴν τῆς κυβερνήσεως.: [604, 260, 795, 312]
- article-body: ΑΘΗΝΑΙ, 14.— Ἡ ἐκτελεστικὴ ἐπιτροπὴ τῆς ΑΔΕΔΥ ὑπέβαλε τὰς προτάσεις της.: [1192, 644, 1372, 665]
- section-subhead: Η ΠΡΩΘΟΔΟΣΙΣ: [855, 262, 941, 273]
- headline-port-officers: ΑΞΙΩΜΑΤΙΚΟΙ ΛΙΜΕΝΙΚΟΥ ΕΔΡΑΣΑΝ ΣΤΑΣΙΑΣΤΙΚΩΣ ΕΠΙ ΚΥΒΕΡΝΗΣΕΩΣ ΤΗΣ ΕΝΩΣΕΩΣ ΚΕΝΤΡΟΥ: [447, 20, 592, 88]
- column-2: [431, 8, 608, 1109]
- article-body: ΚΟΘΡΗΣ: Εἰμὴν ἐγὼ ὁ ὑπεύθυνος. Ἐκ τῶν ἀριθμῶν καταφαίνεται ὅτι ἡ ἐπιδότησις ἐδόθη.: [604, 534, 795, 566]
- column-1: [8, 8, 425, 1431]
- section-subhead: ΕΞΕΛΕΓΗ Ο κ. ΜΙΧΑΗΛΙΔΗΣ: [1022, 591, 1171, 603]
- article-body: ΑΘΗΝΑΙ, 14.— Συνελήφθη ὁ ἀπατεὼν ὁ ὁποῖος ὑπέσχετο γάμον.: [431, 912, 608, 932]
- headline-marriage-fraud: ΥΠΟΣΧΕΣΕΙΣ ΓΑΜΟΝ ΑΠΕΣΠΑΣΕΝ 160.000 ΔΡΧ. ΑΠΟ ΤΡΕΙΣ ΓΥΝΑΙΚΑΣ: [438, 869, 601, 909]
- headline-air-accident: Ο ΛΟΒΑΕ-Υ-Σ ΘΥΜΑ ΑΕΡΟΠΟΡΙΚΟΥ ΔΥΣΤΥΧΗΜΑΤΟΣ: [459, 799, 580, 838]
- divider: [8, 1168, 425, 1170]
- article-body: ΑΘΗΝΑΙ, 14.— Ἡ ἐκτελεστικὴ ἐπιτροπὴ τῆς ΑΔΕΔΥ ὑπέβαλε τὰς προτάσεις της.: [1192, 621, 1372, 642]
- article-body: ΑΘΗΝΑΙ, 14 (Ῥώυτερ).— Οἱ «Τάϊμς» γράφουν ὅτι ἡ ἐπίσκεψις εἰς τὸ Λονδίνον θὰ ἀποτελέσῃ εὐκαιρίαν διὰ τὴν ἀνταλλαγὴν ἀπόψεων ἐπὶ τῶν ἐκκρεμοτήτων.: [8, 1338, 213, 1380]
- section-subhead: Θ ΟΜΙΛΙΑΤΩΝ: [1432, 172, 1508, 183]
- article-body: ΧΙΟΥΣΤΩΝ, Τέξας, 14 (Ἀσσοσ. Πρές).— Οἱ ἀστροναῦται συνεχίζουν τὴν πτῆσιν των περὶ τὴν Γῆν.: [1192, 713, 1372, 744]
- section-subhead: ΠΡΟΘΕΣΙΣ Ο ΒΑΣΙΛΕΥΣ: [1407, 926, 1533, 938]
- subhead-nato: Ἐντόνως προεβλήθη εἰς τὸ ΝΑΤΟ ἡ ἀνάγκη τῆς παροχῆς βοηθείας: [1205, 85, 1546, 123]
- headline-sharp-debate: ΟΞΥΤΑΤΗ ΥΠΗΡΞΕΝ Η ΣΥΖΗΤΗΣΙΣ: [664, 374, 1131, 410]
- article-body: ΑΘΗΝΑΙ, 14.— Εἰς ἀρμοδίας πηγὰς ἐχαρακτηρίσθησαν ὡς ἀποκύημα νοσηρᾶς φαντασίας αἱ φῆμαι περὶ προθέσεως συμμετοχῆς εἰς κυβέρνησιν.: [8, 772, 213, 815]
- article-body: ΑΘΗΝΑΙ, 14.— Εἰς ἀρμοδίας πηγὰς ἐχαρακτηρίσθησαν ὡς ἀποκύημα νοσηρᾶς φαντασίας αἱ φῆμαι περὶ προθέσεως συμμετοχῆς εἰς κυβέρνησιν.: [220, 772, 425, 815]
- article-body: ΧΙΟΥΣΤΩΝ, Τέξας, 14 (Ἀσσοσ. Πρές).— Οἱ ἀστροναῦται συνεχίζουν τὴν πτῆσιν των περὶ τὴν Γῆν.: [1380, 713, 1560, 744]
- article-body: ΚΟΘΡΗΣ: Εἰμὴν ἐγὼ ὁ ὑπεύθυνος. Ἐκ τῶν ἀριθμῶν καταφαίνεται ὅτι ἡ ἐπιδότησις ἐδόθη.: [802, 518, 994, 549]
- section-subhead: ΝΕΑ ΠΡΟΚΛΗΣΙΣ: [1237, 1013, 1327, 1024]
- article-body: ΑΘΗΝΑΙ, 14.— Ὁ ἀρχηγὸς τῶν Προοδευτικῶν κ. Μαρκεζίνης παρέθεσε γεῦμα.: [431, 610, 608, 641]
- article-body: ΑΘΗΝΑΙ, 14.— Συζητεῖται σήμερον εἰς τὴν Βουλὴν τὸ νομοσχέδιον περὶ δημοσίων ἔργων. Διὰ τοῦ νομοσχεδίου ρυθμίζεται μόνον τὸ θέμα τῶν τιμῶν τῶν μονάδων.: [8, 609, 213, 651]
- divider: [431, 936, 608, 937]
- article-body: ΑΘΗΝΑΙ, 14.— Κατὰ τὴν ἀνακοίνωσιν τῆς Τραπέζης τῆς Ἑλλάδος, τὰ εἰς χρυσὸν καὶ συνάλλαγμα ἀποθέματα ηὐξήθησαν κατὰ τὸ διαρρεῦσαν χρονικὸν διάστημα.: [8, 920, 213, 963]
- article-body: ΑΘΗΝΑΙ, 14.— Κατατίθεται συντόμως εἰς τὴν Βουλὴν νομοσχέδιον διὰ τὴν προστασίαν τοῦ ἀπορρήτου τῶν τηλεφωνικῶν συνδιαλέξεων.: [1380, 360, 1560, 402]
- article-body: ΠΡΟΕΔΡΟΣ: Κύριοι βουλευταί, παρακαλῶ τὴν ἡσυχίαν. Ἡ συνεδρίασις διακόπτεται.: [604, 567, 795, 587]
- headline-fiat: ΚΛΕΙΟΥΝ ΠΡΟΣΩΡΙΝΩΣ ΤΑ ΕΡΓΟΣΤΑΣΙΑ ΤΗΣ «ΦΙΑΤ»: [438, 940, 601, 966]
- article-body: ΣΥΝΕΧΕΙΑ ἐκ τῆς 1ης σελ. Ἡ Ἄγκυρα θέτει ὡς ὅρον τὴν ἀποκήρυξιν τῆς ἑνώσεως.: [1192, 1027, 1372, 1059]
- article-body: Ὑπεστήριξαν ὅτι ἡ ἐπιδότησις τῶν καπνοπαραγωγῶν ἀποτελεῖ καθῆκον τοῦ κράτους καὶ ὅτι ἡ κυβέρνησις ὀφείλει νὰ λάβῃ μέτρα διὰ τὴν διάθεσιν τῆς παραγωγῆς.: [802, 153, 994, 205]
- headline-debt-agreement: Υπεγράφη ειδική συμφωνία διακανονισμού του χρέους πρός τὸ γαλλικὸν δημόσιον: [10, 11, 423, 144]
- article-body: ΑΘΗΝΑΙ, 14.— Ἐπαναπατρίζεται τὸ πλήρωμα τοῦ φορτηγοῦ «Ἰόνιον».: [1192, 505, 1372, 525]
- article-body: ΑΠΑΛΑΤΑΣΗΣ: Κύριε πρόεδρε, ἐπιτρέψατέ μου νὰ εἴπω ὅτι ἡ κυβέρνησις δὲν ἠμπορεῖ νὰ ἀποφύγῃ τὰς εὐθύνας της.: [802, 485, 994, 517]
- article-body: ΣΥΝΕΧΕΙΑ ἐκ τῆς 1ης σελ. Ἡ Ἄγκυρα θέτει ὡς ὅρον τὴν ἀποκήρυξιν τῆς ἑνώσεως.: [1192, 945, 1372, 976]
- column-rule: [428, 8, 429, 2371]
- article-body: Οἱ μέτοχοι τῶν ΚΤΕΛ εἰς ὁλόκληρον τὴν χώραν κατέρχονται σήμερον εἰς ἀπεργίαν, διαμαρτυρόμενοι κατὰ τῶν προωθουμένων ρυθμίσεων. Αἱ ἐπιχειρήσεις τῶν ὑπεραστικῶν λεωφορείων θὰ παραμείνουν κλεισταί.: [8, 374, 213, 426]
- section-subhead: ΚΑΘΗΚΟΝ ΤΟΥ ΚΡΑΤΟΥΣ: [1028, 262, 1165, 273]
- headline-consortium: Συνέρχεται τὸ «Κονσόρτσιουμ» πρὸς λεπτομερῆ ἐξέτασιν τῶν αἰτημάτων τῆς Ἑλλάδος: [1200, 12, 1552, 83]
- article-body: ΑΠΑΛΑΤΑΣΗΣ: Κύριε πρόεδρε, ἐπιτρέψατέ μου νὰ εἴπω ὅτι ἡ κυβέρνησις δὲν ἠμπορεῖ νὰ ἀποφύγῃ τὰς εὐθύνας της.: [1001, 435, 1192, 467]
- article-body: ΑΘΗΝΑΙ, 14.— Ὑπὸ τὴν προεδρίαν τοῦ ὑφυπουργοῦ συνεκροτήθη ἐπιτροπὴ πρὸς μελέτην τοῦ θέματος τῆς τηλεοράσεως.: [8, 1066, 213, 1097]
- article-body: ΓΕΝΕΥΗ, 14 (Ἀσσ. Πρές).— Ἡ Σοβιετικὴ Ἕνωσις ἐζήτησε τὴν αὔξησιν τῆς τιμῆς τοῦ χρυσοῦ.: [431, 528, 608, 560]
- section-subhead: ΕΙΣ ΤΑΣ ΑΘΗΝΑΣ: [276, 429, 369, 441]
- divider: [431, 289, 608, 291]
